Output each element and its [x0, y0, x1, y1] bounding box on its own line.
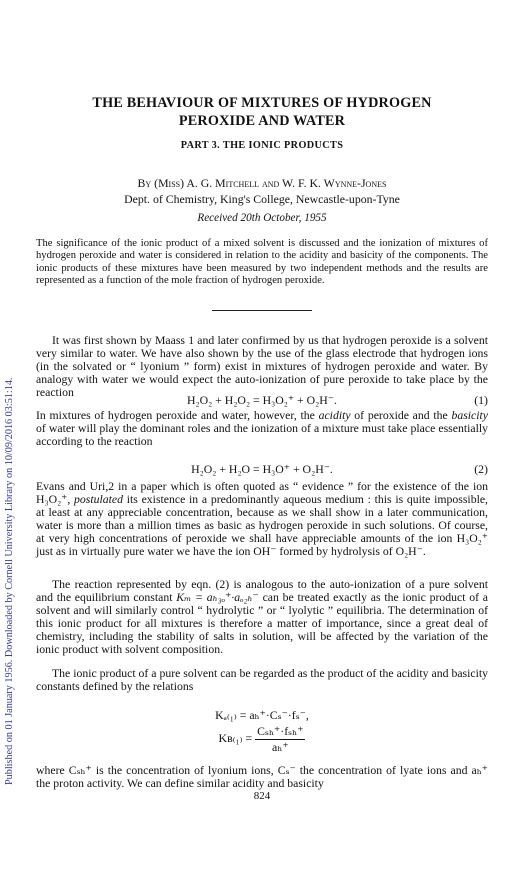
- title-line-2: PEROXIDE AND WATER: [178, 113, 346, 129]
- p3-postulated: postulated: [74, 492, 124, 506]
- received-date: Received 20th October, 1955: [197, 212, 327, 224]
- p4-text-a: The reaction represented by eqn. (2) is analogous to the auto-ionization of a pure solvent and the equilibrium constant: [36, 578, 488, 604]
- paragraph-3: [36, 481, 488, 558]
- p2-text-a: In mixtures of hydrogen peroxide and water, however, the: [36, 409, 319, 422]
- p2-acidity: acidity: [318, 409, 351, 422]
- equation-ka: Kₐ₍₁₎ = aₕ⁺·Cₛ⁻·fₛ⁻,: [215, 708, 309, 722]
- equation-kb: [36, 724, 488, 755]
- p4-km: Kₘ = aₕ₃ₒ⁺·aₒ₂ₕ⁻: [176, 590, 259, 604]
- article-title: [36, 94, 488, 130]
- equation-kb-fraction: [255, 724, 305, 755]
- equation-2-number: (2): [474, 462, 488, 476]
- equation-2-body: H₂O₂ + H₂O = H₃O⁺ + O₂H⁻.: [191, 462, 333, 476]
- section-divider: [212, 310, 312, 311]
- paragraph-5: The ionic product of a pure solvent can be regarded as the product of the acidity and basicity constants defined by the relations: [36, 667, 488, 693]
- p3-text-a: Evans and Uri,2 in a paper which is often quoted as “ evidence ” for the existence of the ion H₃O₂⁺,: [36, 480, 488, 506]
- equation-1-number: (1): [474, 393, 488, 407]
- equation-1-body: H₂O₂ + H₂O₂ = H₃O₂⁺ + O₂H⁻.: [186, 393, 337, 407]
- equation-kb-lhs: Kʙ₍₁₎ =: [218, 731, 253, 746]
- title-line-1: THE BEHAVIOUR OF MIXTURES OF HYDROGEN: [92, 95, 432, 111]
- paragraph-1: It was first shown by Maass 1 and later confirmed by us that hydrogen peroxide is a solvent very similar to water. We have also shown by the use of the glass electrode that hydrogen ions (in the solvated or “ lyonium ” form) exist in mixtures of hydrogen peroxide and water. By analogy with water we would expect the auto-ionization of pure peroxide to take place by the reaction: [36, 334, 488, 399]
- paragraph-6: where Cₛₕ⁺ is the concentration of lyonium ions, Cₛ⁻ the concentration of lyate ions and aₕ⁺ the proton activity. We can define similar acidity and basicity: [36, 764, 488, 790]
- download-watermark: Published on 01 January 1956. Downloaded by Cornell University Library on 10/09/2016 03:51:14.: [4, 377, 15, 785]
- p3-text-b: its existence in a predominantly aqueous medium : this is quite impossible, at least at any appreciable concentration, because as we shall show in a later communication, water is more than a million times as basic as hydrogen peroxide in such solutions. Of course, at very high concentrations of peroxide we shall have appreciable amounts of the ion H₃O₂⁺ just as in virtually pure water we have the ion OH⁻ formed by hydrolysis of O₂H⁻.: [36, 492, 488, 558]
- equation-1: [36, 393, 488, 408]
- p2-text-b: of peroxide and the: [350, 409, 452, 422]
- part-heading: PART 3. THE IONIC PRODUCTS: [180, 140, 344, 151]
- equation-kb-numerator: Cₛₕ⁺·fₛₕ⁺: [257, 724, 304, 738]
- p4-text-b: can be treated exactly as the ionic product of a solvent and will similarly control “ hydrolytic ” or “ lyolytic ” equilibria. The determination of this ionic product for all mixtures is therefore a matter of importance, since a great deal of chemistry, including the stability of salts in solution, will be affected by the variation of the ionic product with solvent composition.: [36, 590, 488, 656]
- paragraph-4: [36, 579, 488, 656]
- p2-basicity: basicity: [451, 409, 489, 422]
- author-block: [36, 175, 488, 207]
- equation-2: [36, 462, 488, 477]
- affiliation: Dept. of Chemistry, King's College, Newcastle-upon-Tyne: [124, 192, 400, 206]
- p2-text-c: of water will play the dominant roles and the ionization of a mixture must take place essentially according to the reaction: [36, 421, 488, 448]
- abstract: The significance of the ionic product of a mixed solvent is discussed and the ionization of mixtures of hydrogen peroxide and water is considered in relation to the acidity and basicity of the components. The ionic products of these mixtures have been measured by two independent methods and the results are represented as a function of the mole fraction of hydrogen peroxide.: [36, 238, 488, 286]
- equation-kb-denominator: aₕ⁺: [271, 740, 289, 754]
- paragraph-2: [36, 410, 488, 449]
- authors: By (Miss) A. G. Mitchell and W. F. K. Wynne-Jones: [137, 176, 387, 190]
- page-number: 824: [253, 790, 271, 802]
